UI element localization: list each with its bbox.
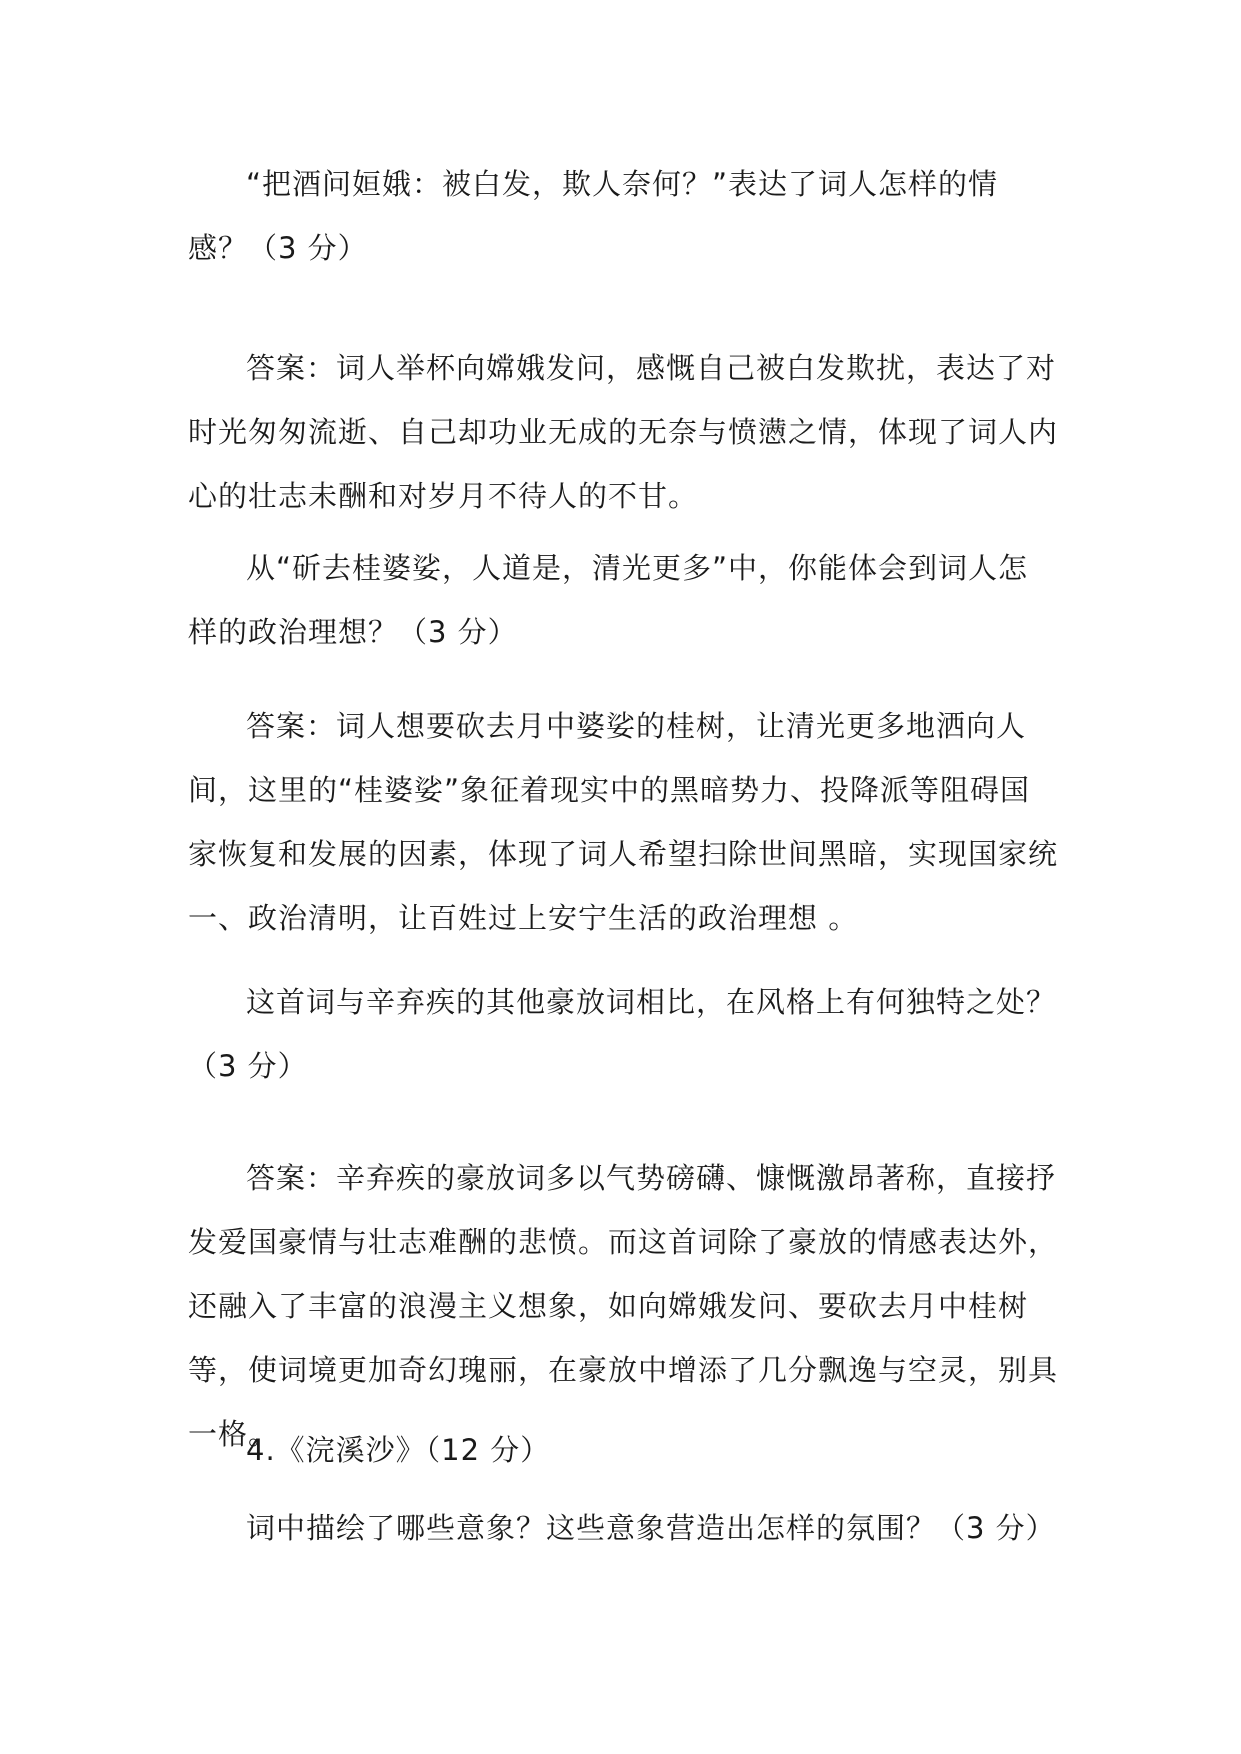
question-paragraph: 从“斫去桂婆娑，人道是，清光更多”中，你能体会到词人怎样的政治理想？（3 分） — [188, 551, 1029, 649]
section-heading: 4.《浣溪沙》（12 分） — [246, 1433, 551, 1467]
answer-paragraph: 答案：词人想要砍去月中婆娑的桂树，让清光更多地洒向人间，这里的“桂婆娑”象征着现实中的黑暗势力、投降派等阻碍国家恢复和发展的因素，体现了词人希望扫除世间黑暗，实现国家统一、政治清明，让百姓过上安宁生活的政治理想 。 — [188, 709, 1059, 935]
question-paragraph: 词中描绘了哪些意象？这些意象营造出怎样的氛围？（3 分） — [246, 1511, 1056, 1545]
answer-paragraph: 答案：词人举杯向嫦娥发问，感慨自己被白发欺扰，表达了对时光匆匆流逝、自己却功业无成的无奈与愤懑之情，体现了词人内心的壮志未酬和对岁月不待人的不甘。 — [188, 351, 1059, 513]
answer-paragraph: 答案：辛弃疾的豪放词多以气势磅礴、慷慨激昂著称，直接抒发爱国豪情与壮志难酬的悲愤。而这首词除了豪放的情感表达外，还融入了丰富的浪漫主义想象，如向嫦娥发问、要砍去月中桂树等，使词境更加奇幻瑰丽，在豪放中增添了几分飘逸与空灵，别具一格。 — [188, 1161, 1059, 1451]
question-paragraph: 这首词与辛弃疾的其他豪放词相比，在风格上有何独特之处？（3 分） — [188, 985, 1057, 1083]
question-paragraph: “把酒问姮娥：被白发，欺人奈何？”表达了词人怎样的情感？（3 分） — [188, 167, 999, 265]
